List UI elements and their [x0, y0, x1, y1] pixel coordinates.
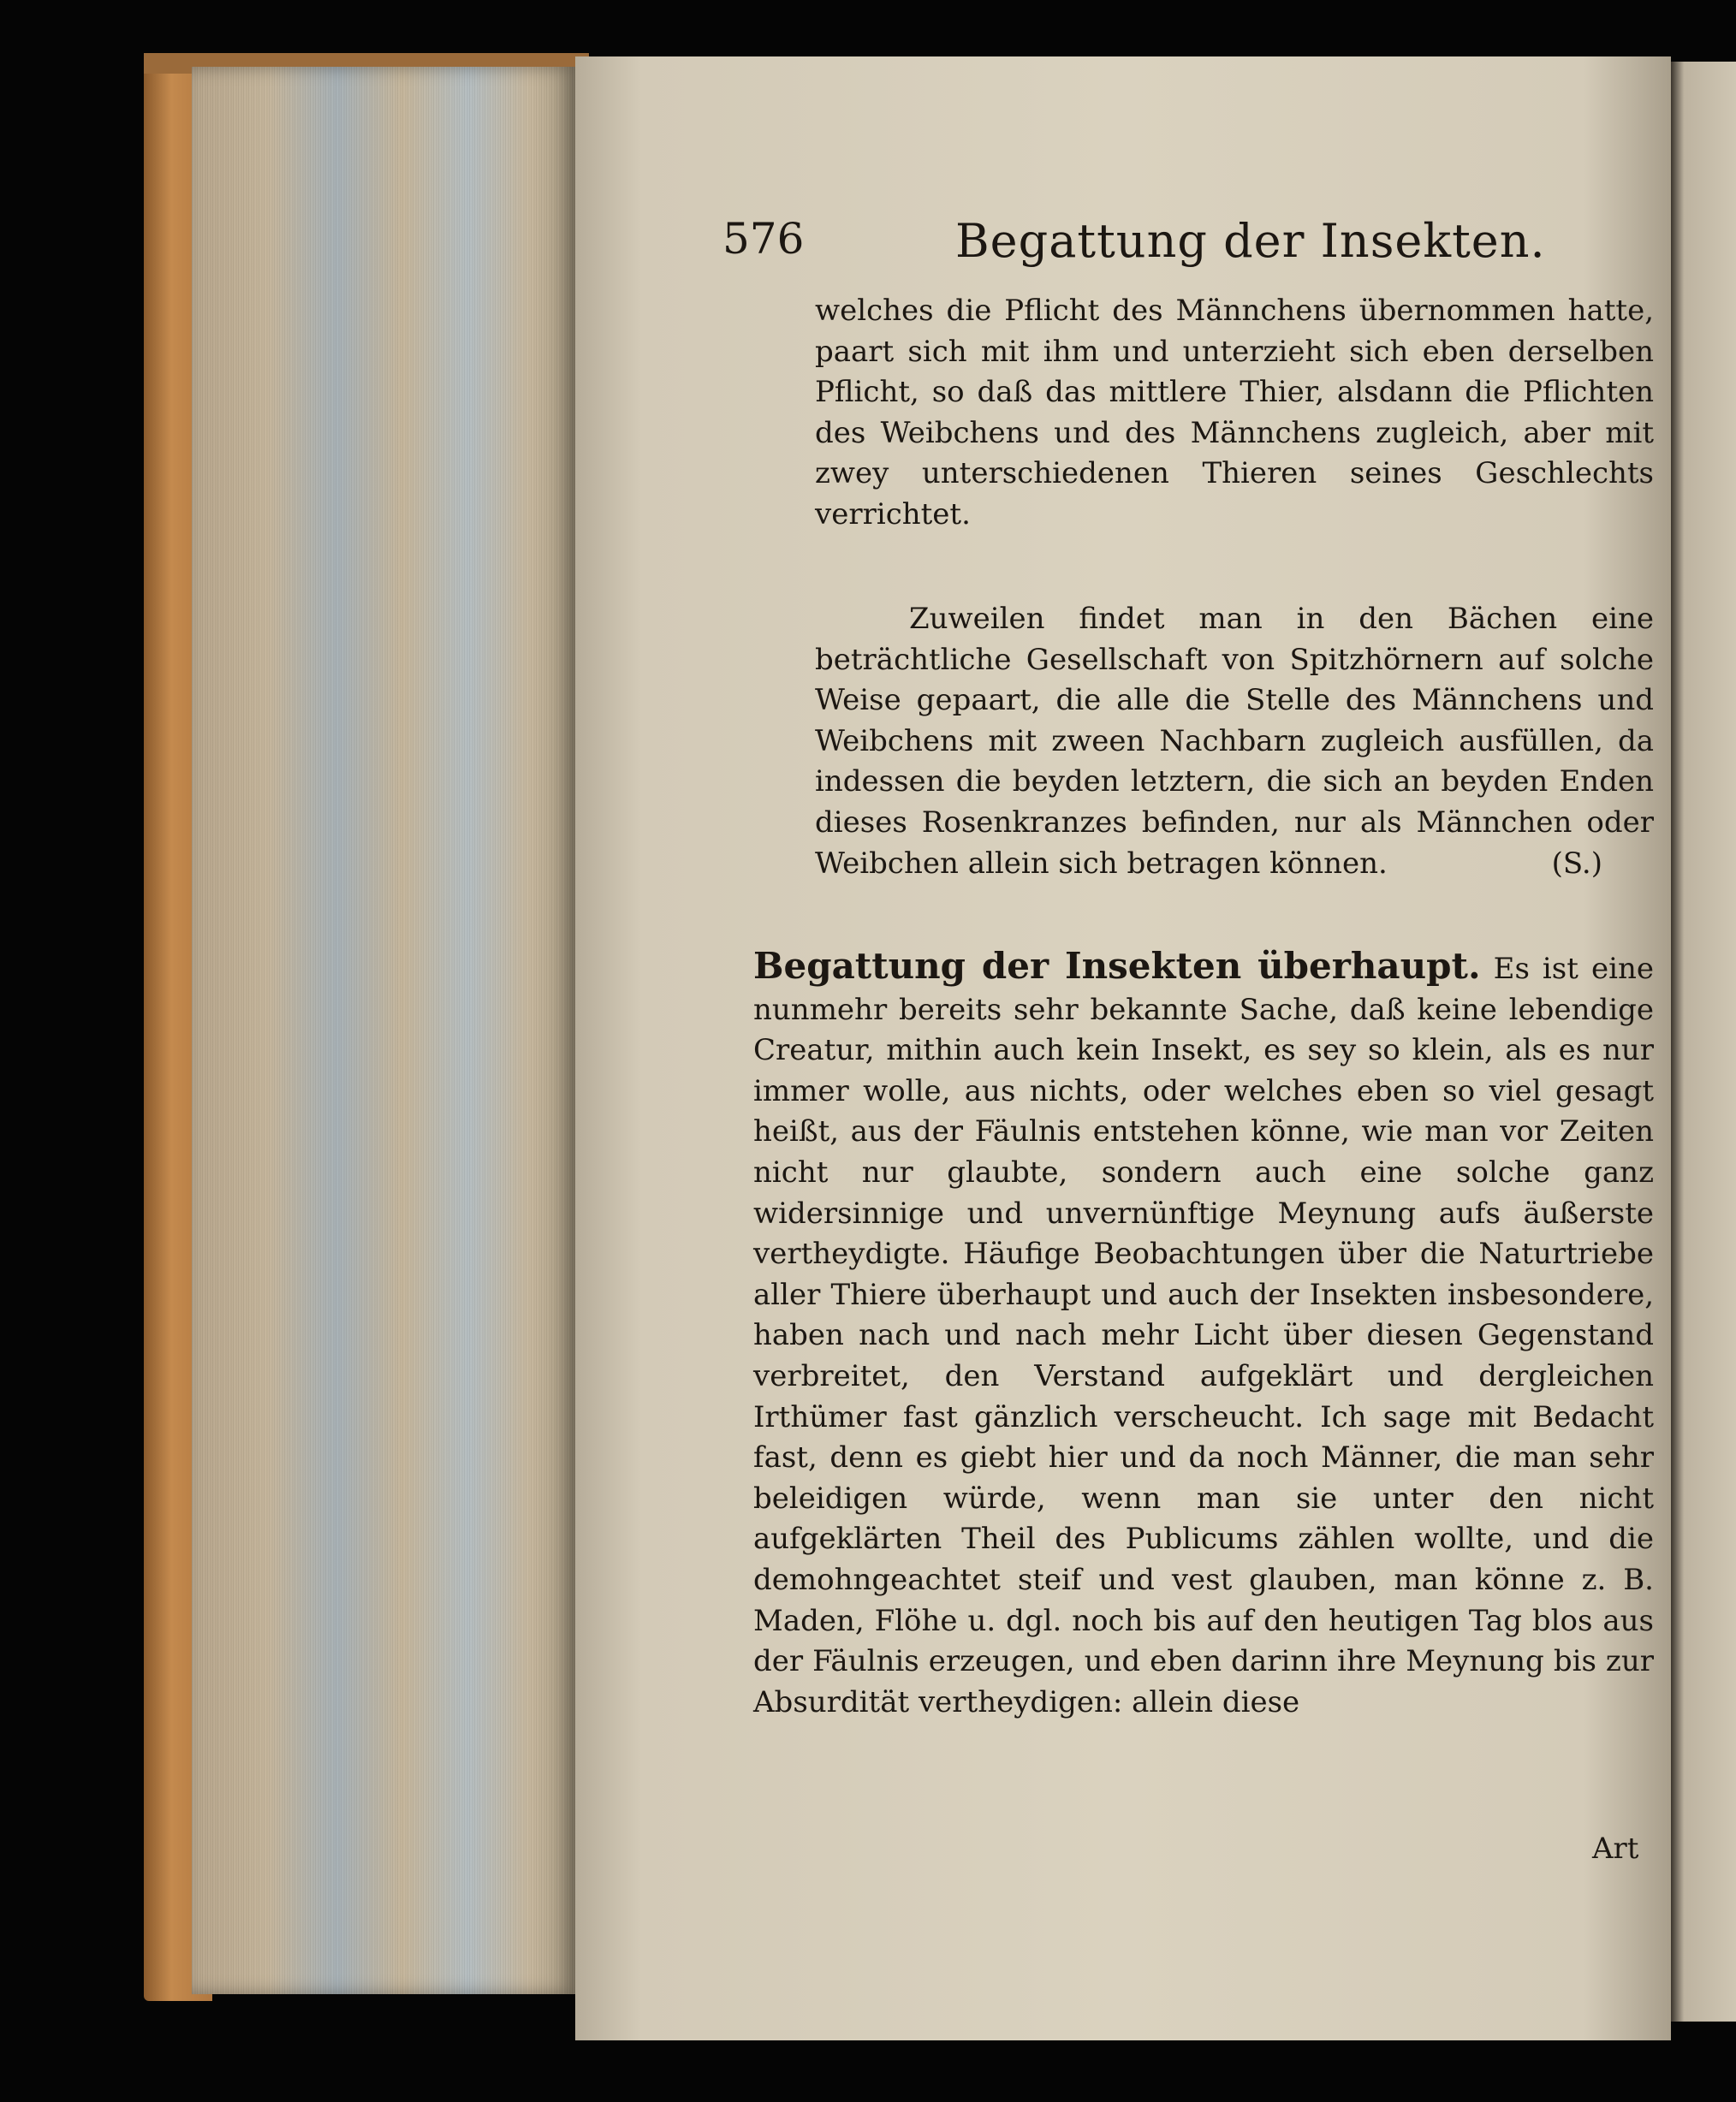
entry-title: Begattung der Insekten überhaupt.	[753, 945, 1481, 987]
paragraph-text: Zuweilen findet man in den Bächen eine beträchtliche Gesellschaft von Spitzhörnern auf solche Weise gepaart, die alle die Stelle des Männchens und Weibchens mit zween Nachbarn zugleich ausfüllen, da indessen die beyden letztern, die sich an beyden Enden dieses Rosenkranzes befinden, nur als Männchen oder Weibchen allein sich betragen können.	[815, 602, 1654, 881]
entry-text: Es ist eine nunmehr bereits sehr bekannte Sache, daß keine lebendige Creatur, mithin auch kein Insekt, es sey so klein, als es nur immer wolle, aus nichts, oder welches eben so viel gesagt heißt, aus der Fäulnis entstehen könne, wie man vor Zeiten nicht nur glaubte, sondern auch eine solche ganz widersinnige und unvernünftige Meynung aufs äußerste vertheydigte. Häufige Beobachtungen über die Naturtriebe aller Thiere überhaupt und auch der Insekten insbesondere, haben nach und nach mehr Licht über diesen Gegenstand verbreitet, den Verstand aufgeklärt und dergleichen Irthümer fast gänzlich verscheucht. Ich sage mit Bedacht fast, denn es giebt hier und da noch Männer, die man sehr beleidigen würde, wenn man sie unter den nicht aufgeklärten Theil des Publicums zählen wollte, und die demohngeachtet steif und vest glauben, man könne z. B. Maden, Flöhe u. dgl. noch bis auf den heutigen Tag blos aus der Fäulnis erzeugen, und eben darinn ihre Meynung bis zur Absurdität vertheydigen: allein diese	[753, 952, 1654, 1719]
page-edges	[192, 67, 575, 1994]
author-signature: (S.)	[1551, 846, 1602, 881]
paragraph-spitzhoerner	[815, 599, 1654, 884]
dictionary-entry	[753, 946, 1654, 1723]
catchword: Art	[1592, 1832, 1639, 1866]
running-title: Begattung der Insekten.	[955, 214, 1546, 268]
page-number: 576	[722, 214, 805, 264]
paragraph-continuation: welches die Pflicht des Männchens übernommen hatte, paart sich mit ihm und unterzieht sich eben derselben Pflicht, so daß das mittlere Thier, alsdann die Pflichten des Weibchens und des Männchens zugleich, aber mit zwey unterschiedenen Thieren seines Geschlechts verrichtet.	[815, 294, 1654, 531]
facing-page-edge	[1671, 62, 1736, 2022]
page-header	[722, 214, 1592, 274]
